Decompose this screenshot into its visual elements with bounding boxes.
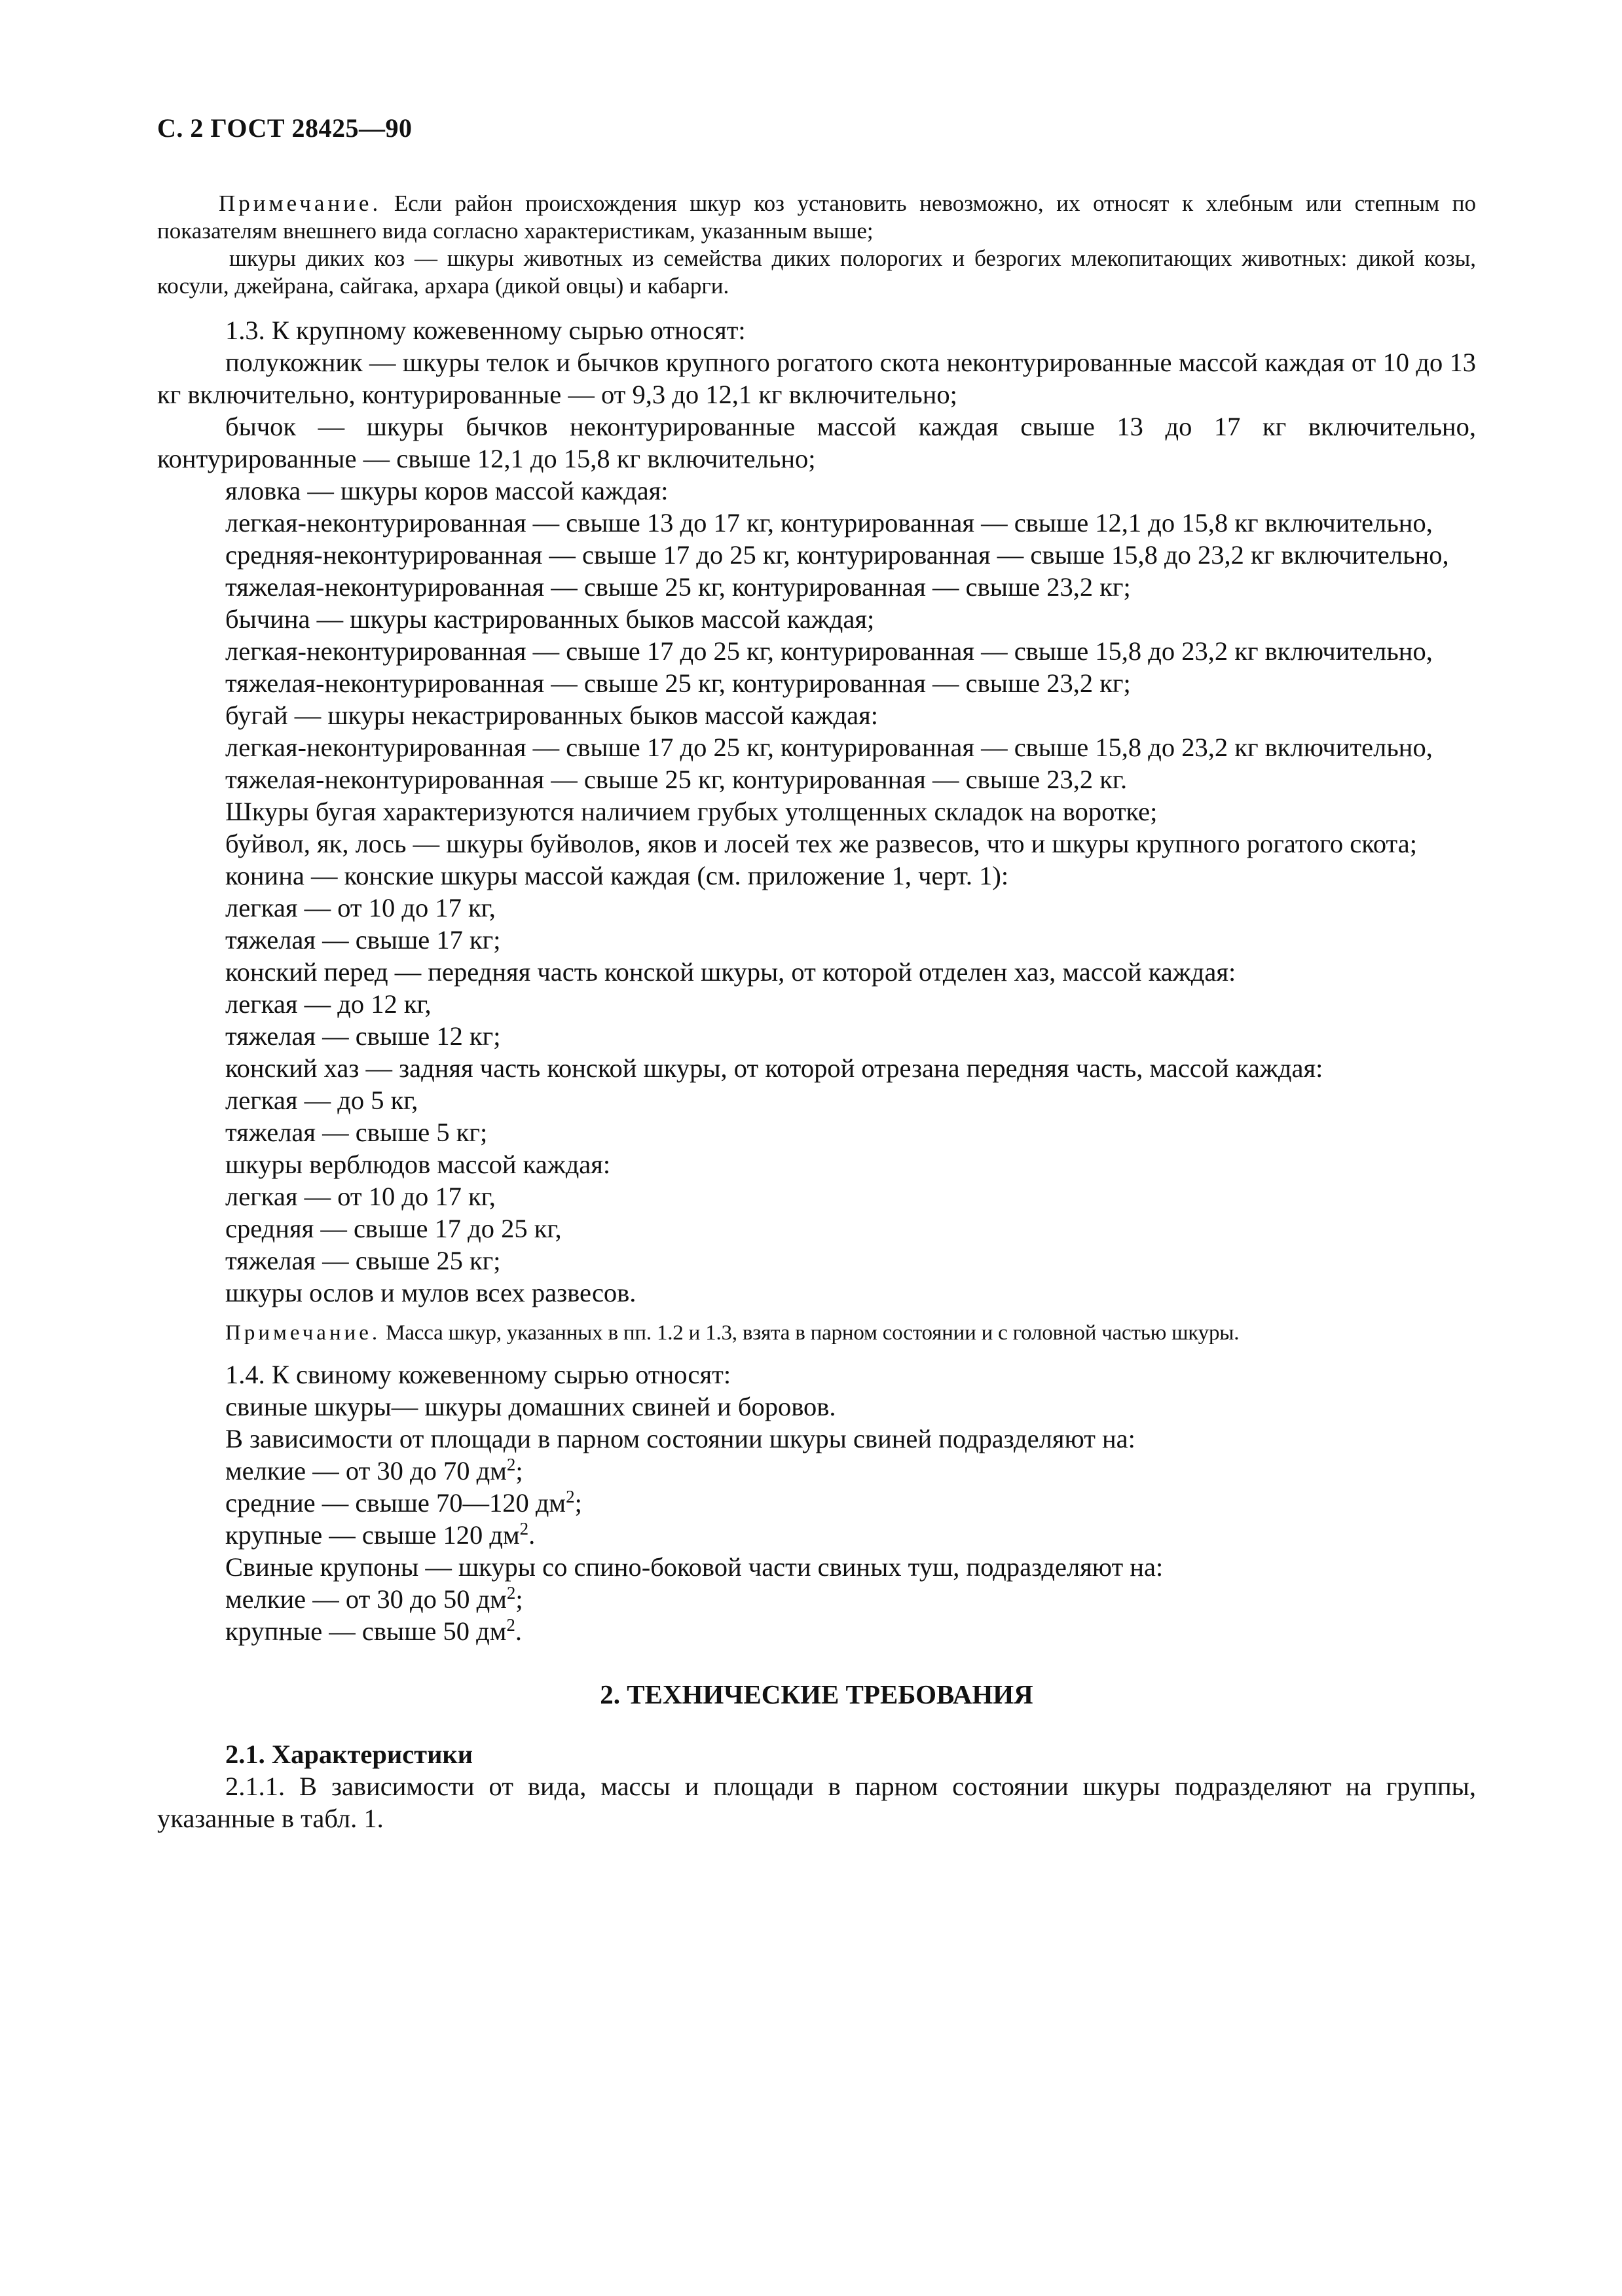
paragraph: яловка — шкуры коров массой каждая: xyxy=(225,476,669,505)
note-1-text: Если район происхождения шкур коз установить невозможно, их относят к хлебным или степным по показателям внешнего вида согласно характеристикам, указанным выше; xyxy=(157,191,1476,244)
paragraph: бугай — шкуры некастрированных быков массой каждая: xyxy=(225,701,878,730)
list-item: крупные — свыше 120 $дм^2$. xyxy=(225,1519,536,1550)
paragraph: легкая — от 10 до 17 кг, xyxy=(225,1182,496,1211)
paragraph: шкуры верблюдов массой каждая: xyxy=(225,1150,611,1179)
paragraph: легкая-неконтурированная — свыше 17 до 25 кг, контурированная — свыше 15,8 до 23,2 кг включительно, xyxy=(225,636,1433,666)
list-item: крупные — свыше 50 $дм^2$. xyxy=(225,1615,523,1646)
paragraph: легкая — до 12 кг, xyxy=(225,989,432,1019)
document-body xyxy=(157,190,1476,1834)
note-2 xyxy=(157,1319,1476,1347)
paragraph: тяжелая — свыше 17 кг; xyxy=(225,925,501,955)
paragraph: 1.3. К крупному кожевенному сырью относят: xyxy=(225,316,746,345)
paragraph: тяжелая — свыше 12 кг; xyxy=(225,1021,501,1051)
page-header: С. 2 ГОСТ 28425—90 xyxy=(157,113,413,143)
paragraph: полукожник — шкуры телок и бычков крупного рогатого скота неконтурированные массой каждая от 10 до 13 кг включительно, контурированные — от 9,3 до 12,1 кг включительно; xyxy=(157,348,1476,409)
list-item: мелкие — от 30 до 70 $дм^2$; xyxy=(225,1455,523,1485)
section-title: 2. ТЕХНИЧЕСКИЕ ТРЕБОВАНИЯ xyxy=(600,1679,1033,1709)
paragraph: 2.1.1. В зависимости от вида, массы и площади в парном состоянии шкуры подразделяют на группы, указанные в табл. 1. xyxy=(157,1772,1476,1833)
paragraph: свиные шкуры— шкуры домашних свиней и боровов. xyxy=(225,1392,836,1421)
paragraph: шкуры ослов и мулов всех развесов. xyxy=(225,1278,636,1307)
paragraph: 1.4. К свиному кожевенному сырью относят: xyxy=(225,1360,731,1389)
section-1-4 xyxy=(157,1358,1476,1647)
paragraph: легкая-неконтурированная — свыше 13 до 17 кг, контурированная — свыше 12,1 до 15,8 кг включительно, xyxy=(225,508,1433,538)
paragraph: тяжелая-неконтурированная — свыше 25 кг, контурированная — свыше 23,2 кг; xyxy=(225,668,1131,698)
section-1-3 xyxy=(157,314,1476,1309)
paragraph: тяжелая-неконтурированная — свыше 25 кг, контурированная — свыше 23,2 кг; xyxy=(225,572,1131,602)
list-item: средние — свыше 70—120 $дм^2$; xyxy=(225,1487,582,1518)
superscript: 2 xyxy=(506,1583,516,1603)
paragraph: конский хаз — задняя часть конской шкуры, от которой отрезана передняя часть, массой каждая: xyxy=(225,1053,1323,1083)
paragraph: В зависимости от площади в парном состоянии шкуры свиней подразделяют на: xyxy=(225,1424,1135,1453)
paragraph: средняя — свыше 17 до 25 кг, xyxy=(225,1214,562,1243)
paragraph: Шкуры бугая характеризуются наличием грубых утолщенных складок на воротке; xyxy=(225,797,1158,826)
note-2-text: Масса шкур, указанных в пп. 1.2 и 1.3, взята в парном состоянии и с головной частью шкуры. xyxy=(380,1321,1240,1345)
list-item: мелкие — от 30 до 50 $дм^2$; xyxy=(225,1583,523,1614)
paragraph: легкая — от 10 до 17 кг, xyxy=(225,893,496,922)
paragraph: средняя-неконтурированная — свыше 17 до 25 кг, контурированная — свыше 15,8 до 23,2 кг включительно, xyxy=(225,540,1449,570)
note-2-label: Примечание. xyxy=(225,1321,381,1345)
paragraph: тяжелая — свыше 25 кг; xyxy=(225,1246,501,1275)
note-1-label: Примечание. xyxy=(219,191,382,216)
paragraph: бычина — шкуры кастрированных быков массой каждая; xyxy=(225,604,875,634)
paragraph: Свиные крупоны — шкуры со спино-боковой части свиных туш, подразделяют на: xyxy=(225,1552,1164,1582)
paragraph: легкая — до 5 кг, xyxy=(225,1085,418,1115)
note-1-continuation: шкуры диких коз — шкуры животных из семейства диких полорогих и безрогих млекопитающих животных: дикой козы, косули, джейрана, сайгака, архара (дикой овцы) и кабарги. xyxy=(157,246,1476,299)
superscript: 2 xyxy=(566,1487,575,1506)
paragraph: конина — конские шкуры массой каждая (см. приложение 1, черт. 1): xyxy=(225,861,1009,890)
superscript: 2 xyxy=(506,1615,515,1635)
paragraph: тяжелая-неконтурированная — свыше 25 кг, контурированная — свыше 23,2 кг. xyxy=(225,765,1128,794)
paragraph: буйвол, як, лось — шкуры буйволов, яков и лосей тех же развесов, что и шкуры крупного рогатого скота; xyxy=(225,829,1417,858)
superscript: 2 xyxy=(519,1519,529,1539)
superscript: 2 xyxy=(506,1455,516,1474)
paragraph: бычок — шкуры бычков неконтурированные массой каждая свыше 13 до 17 кг включительно, контурированные — свыше 12,1 до 15,8 кг включительно; xyxy=(157,412,1476,473)
paragraph: легкая-неконтурированная — свыше 17 до 25 кг, контурированная — свыше 15,8 до 23,2 кг включительно, xyxy=(225,733,1433,762)
paragraph: тяжелая — свыше 5 кг; xyxy=(225,1118,488,1147)
subsection-title: 2.1. Характеристики xyxy=(225,1740,473,1769)
paragraph: конский перед — передняя часть конской шкуры, от которой отделен хаз, массой каждая: xyxy=(225,957,1236,987)
note-1 xyxy=(157,190,1476,245)
